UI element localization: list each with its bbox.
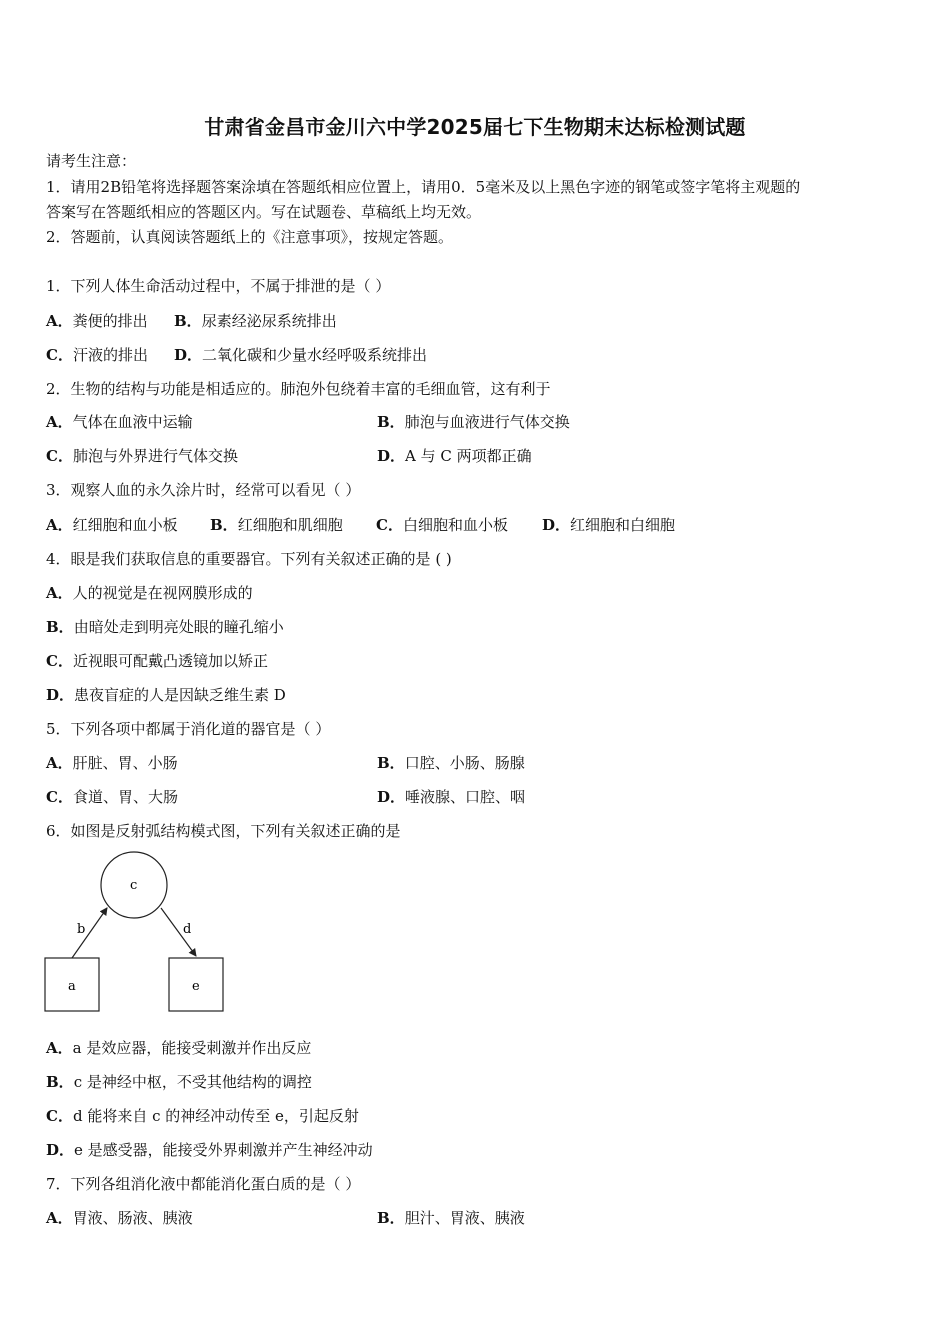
question-7-stem: 7．下列各组消化液中都能消化蛋白质的是（ ） bbox=[46, 1175, 361, 1193]
diagram-label-c: c bbox=[130, 878, 138, 893]
question-6-option-a[interactable]: A．a 是效应器，能接受刺激并作出反应 bbox=[46, 1039, 312, 1057]
question-6-option-b[interactable]: B．c 是神经中枢，不受其他结构的调控 bbox=[46, 1073, 312, 1091]
question-1-option-b[interactable]: B．尿素经泌尿系统排出 bbox=[174, 312, 337, 330]
diagram-label-a: a bbox=[68, 979, 76, 994]
question-5-option-b[interactable]: B．口腔、小肠、肠腺 bbox=[377, 754, 525, 772]
question-5-option-d[interactable]: D．唾液腺、口腔、咽 bbox=[377, 788, 526, 806]
question-4-option-b[interactable]: B．由暗处走到明亮处眼的瞳孔缩小 bbox=[46, 618, 284, 636]
question-4-option-c[interactable]: C．近视眼可配戴凸透镜加以矫正 bbox=[46, 652, 268, 670]
question-7-option-a[interactable]: A．胃液、肠液、胰液 bbox=[46, 1209, 193, 1227]
question-6-option-d[interactable]: D．e 是感受器，能接受外界刺激并产生神经冲动 bbox=[46, 1141, 373, 1159]
question-4-option-a[interactable]: A．人的视觉是在视网膜形成的 bbox=[46, 584, 253, 602]
question-5-stem: 5．下列各项中都属于消化道的器官是（ ） bbox=[46, 720, 331, 738]
question-1-stem: 1．下列人体生命活动过程中，不属于排泄的是（ ） bbox=[46, 277, 391, 295]
question-4-option-d[interactable]: D．患夜盲症的人是因缺乏维生素 D bbox=[46, 686, 286, 704]
question-2-stem: 2．生物的结构与功能是相适应的。肺泡外包绕着丰富的毛细血管，这有利于 bbox=[46, 380, 551, 398]
diagram-label-b: b bbox=[77, 922, 86, 937]
page-title: 甘肃省金昌市金川六中学2025届七下生物期末达标检测试题 bbox=[204, 115, 746, 139]
question-3-option-a[interactable]: A．红细胞和血小板 bbox=[46, 516, 178, 534]
reflex-arc-diagram bbox=[40, 848, 240, 1018]
diagram-label-e: e bbox=[192, 979, 200, 994]
question-3-option-c[interactable]: C．白细胞和血小板 bbox=[376, 516, 508, 534]
question-3-option-b[interactable]: B．红细胞和肌细胞 bbox=[210, 516, 343, 534]
question-1-option-a[interactable]: A．粪便的排出 bbox=[46, 312, 148, 330]
question-1-option-d[interactable]: D．二氧化碳和少量水经呼吸系统排出 bbox=[174, 346, 428, 364]
question-2-option-b[interactable]: B．肺泡与血液进行气体交换 bbox=[377, 413, 570, 431]
question-4-stem: 4．眼是我们获取信息的重要器官。下列有关叙述正确的是 ( ) bbox=[46, 550, 452, 568]
question-3-stem: 3．观察人血的永久涂片时，经常可以看见（ ） bbox=[46, 481, 361, 499]
diagram-label-d: d bbox=[183, 922, 192, 937]
question-6-option-c[interactable]: C．d 能将来自 c 的神经冲动传至 e，引起反射 bbox=[46, 1107, 359, 1125]
question-1-option-c[interactable]: C．汗液的排出 bbox=[46, 346, 148, 364]
question-6-stem: 6．如图是反射弧结构模式图，下列有关叙述正确的是 bbox=[46, 822, 401, 840]
notice-item-2: 2．答题前，认真阅读答题纸上的《注意事项》，按规定答题。 bbox=[46, 228, 454, 246]
notice-item-1-line-1: 1．请用2B铅笔将选择题答案涂填在答题纸相应位置上，请用0．5毫米及以上黑色字迹的钢笔或签字笔将主观题的 bbox=[46, 178, 801, 196]
notice-heading: 请考生注意： bbox=[46, 152, 137, 170]
question-2-option-d[interactable]: D．A 与 C 两项都正确 bbox=[377, 447, 532, 465]
question-5-option-a[interactable]: A．肝脏、胃、小肠 bbox=[46, 754, 178, 772]
question-2-option-c[interactable]: C．肺泡与外界进行气体交换 bbox=[46, 447, 238, 465]
notice-item-1-line-2: 答案写在答题纸相应的答题区内。写在试题卷、草稿纸上均无效。 bbox=[46, 203, 482, 221]
question-3-option-d[interactable]: D．红细胞和白细胞 bbox=[542, 516, 676, 534]
question-7-option-b[interactable]: B．胆汁、胃液、胰液 bbox=[377, 1209, 525, 1227]
question-5-option-c[interactable]: C．食道、胃、大肠 bbox=[46, 788, 178, 806]
question-2-option-a[interactable]: A．气体在血液中运输 bbox=[46, 413, 193, 431]
